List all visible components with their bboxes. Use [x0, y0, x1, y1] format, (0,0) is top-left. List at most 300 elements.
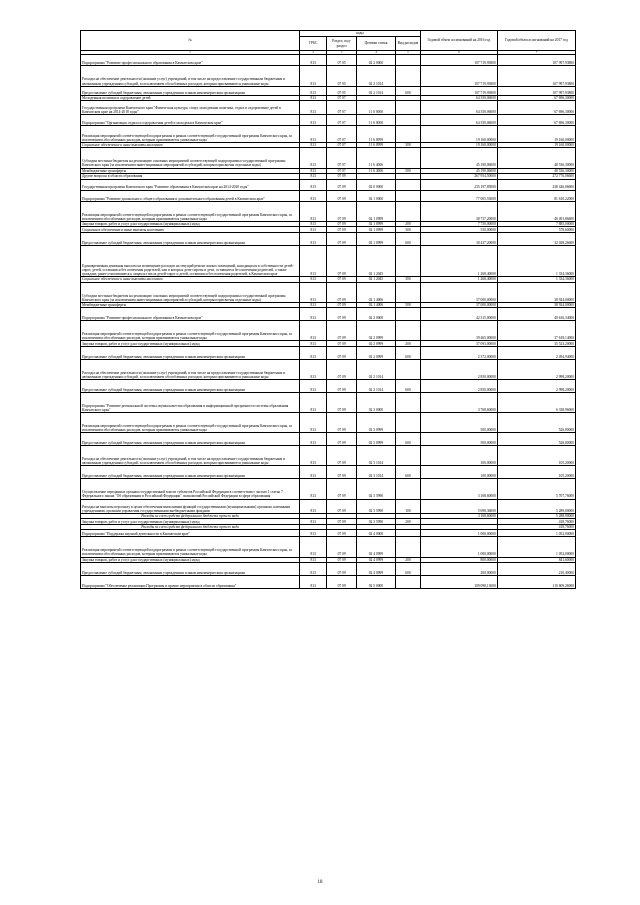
row-name-cell: Предоставление субсидий бюджетным, автономным учреждениям и иным некоммерческим организациям — [81, 563, 300, 576]
row-year-2017-cell: 1 334,36000 — [497, 277, 575, 283]
row-vid-cell: 600 — [395, 466, 420, 479]
row-grbs-cell: 813 — [300, 179, 327, 190]
row-year-2017-cell: 2 494,94000 — [497, 346, 575, 359]
row-vid-cell — [395, 126, 420, 143]
row-vid-cell — [395, 66, 420, 86]
row-year-2016-cell: 39 465,00000 — [420, 321, 497, 341]
row-grbs-cell: 813 — [300, 392, 327, 412]
row-statia-cell: 02 2 1014 — [356, 86, 395, 95]
row-vid-cell: 600 — [395, 433, 420, 446]
row-year-2016-cell: 550,00000 — [420, 227, 497, 233]
row-year-2017-cell: 272 776,06600 — [497, 174, 575, 180]
row-year-2017-cell: 105,20000 — [497, 446, 575, 466]
row-statia-cell: 02 3 0999 — [356, 433, 395, 446]
row-statia-cell: 02 1 2045 — [356, 245, 395, 276]
row-razdel-cell: 07 09 — [327, 201, 357, 221]
row-year-2016-cell: 107 719,93800 — [420, 55, 497, 66]
row-grbs-cell: 813 — [300, 232, 327, 245]
row-razdel-cell: 07 09 — [327, 479, 357, 499]
row-year-2017-cell: 38 924,00000 — [497, 302, 575, 308]
row-statia-cell: 02 3 5990 — [356, 499, 395, 514]
row-name-cell: Закупка товаров, работ и услуг для государственных (муниципальных) нужд — [81, 221, 300, 227]
row-name-cell: Реализация мероприятий соответствующей подпрограммы в рамках соответствующей государственной программы Камчатского края, за исключением обособленных расходов, которым присваиваются уникальные коды — [81, 126, 300, 143]
row-year-2017-cell: 38 924,00000 — [497, 282, 575, 302]
row-name-cell: Реализация мероприятий соответствующей подпрограммы в рамках соответствующей государственной программы Камчатского края, за исключением обособленных расходов, которым присваиваются уникальные коды — [81, 413, 300, 433]
row-grbs-cell: 813 — [300, 302, 327, 308]
row-razdel-cell: 07 09 — [327, 529, 357, 536]
table-row — [81, 201, 576, 221]
row-vid-cell — [395, 359, 420, 379]
table-row — [81, 179, 576, 190]
row-year-2017-cell: 1 334,36000 — [497, 245, 575, 276]
table-row — [81, 86, 576, 95]
col-number: 5 — [395, 51, 420, 55]
row-vid-cell — [395, 321, 420, 341]
row-razdel-cell: 07 09 — [327, 341, 357, 347]
row-year-2017-cell: 5 289,00000 — [497, 499, 575, 514]
row-vid-cell: 200 — [395, 557, 420, 563]
row-statia-cell: 02 5 0000 — [356, 575, 395, 588]
table-row — [81, 115, 576, 126]
row-year-2016-cell: 64 350,06000 — [420, 95, 497, 101]
row-year-2016-cell: 64 350,06000 — [420, 101, 497, 115]
header-codes: коды — [300, 31, 421, 37]
row-name-cell: Субсидии местным бюджетам на реализацию основных мероприятий соответствующей подпрограммы государственной программы Камчатского края (за исключением инвестиционных мероприятий и субсидий, которым присвоены отдельные коды) — [81, 282, 300, 302]
row-statia-cell: 11 0 0000 — [356, 101, 395, 115]
row-name-cell: Подпрограмма "Развитие региональной системы оценки качества образования и информационной прозрачности системы образования Камчатского края" — [81, 392, 300, 412]
row-vid-cell — [395, 529, 420, 536]
row-year-2016-cell: 3 168,60000 — [420, 479, 497, 499]
row-vid-cell: 600 — [395, 380, 420, 393]
row-statia-cell: 02 3 1014 — [356, 466, 395, 479]
row-year-2017-cell: 526,00000 — [497, 413, 575, 433]
table-row — [81, 446, 576, 466]
row-name-cell: Подпрограмма "Организация отдыха и оздоровления детей и молодежи в Камчатском крае" — [81, 115, 300, 126]
row-year-2016-cell: 64 350,06000 — [420, 115, 497, 126]
row-year-2017-cell: 40 616,34000 — [497, 308, 575, 321]
table-row — [81, 466, 576, 479]
row-year-2017-cell: 81 610,22000 — [497, 190, 575, 201]
row-razdel-cell: 07 09 — [327, 392, 357, 412]
row-razdel-cell: 07 07 — [327, 101, 357, 115]
row-razdel-cell: 07 09 — [327, 321, 357, 341]
row-statia-cell: 02 1 0999 — [356, 201, 395, 221]
row-year-2017-cell: 526,00000 — [497, 433, 575, 446]
row-year-2016-cell: 37 000,00000 — [420, 282, 497, 302]
row-year-2016-cell: 500,00000 — [420, 413, 497, 433]
row-statia-cell: 11 6 4006 — [356, 168, 395, 174]
row-razdel-cell: 07 09 — [327, 537, 357, 557]
row-razdel-cell: 07 09 — [327, 227, 357, 233]
row-grbs-cell: 813 — [300, 148, 327, 168]
table-row — [81, 245, 576, 276]
row-statia-cell: 02 1 0999 — [356, 227, 395, 233]
row-year-2017-cell: 107 997,93800 — [497, 66, 575, 86]
row-year-2016-cell: 37 000,00000 — [420, 302, 497, 308]
row-name-cell: Предоставление субсидий бюджетным, автономным учреждениям и иным некоммерческим организациям — [81, 433, 300, 446]
table-row — [81, 499, 576, 514]
table-row — [81, 575, 576, 588]
row-year-2016-cell: 37 093,00000 — [420, 341, 497, 347]
row-statia-cell: 02 2 0000 — [356, 308, 395, 321]
row-year-2017-cell: 578,60000 — [497, 227, 575, 233]
row-name-cell: Реализация мероприятий соответствующей подпрограммы в рамках соответствующей государственной программы Камчатского края, за исключением обособленных расходов, которым присваиваются уникальные коды — [81, 321, 300, 341]
header-grbs: ГРБС — [300, 37, 327, 51]
row-statia-cell: 02 2 0999 — [356, 346, 395, 359]
row-vid-cell: 600 — [395, 232, 420, 245]
row-name-cell: Социальное обеспечение и иные выплаты населению — [81, 227, 300, 233]
row-razdel-cell: 07 09 — [327, 174, 357, 180]
table-row — [81, 321, 576, 341]
row-year-2016-cell: 5 698,36000 — [420, 499, 497, 514]
row-year-2017-cell: 6 338,96000 — [497, 392, 575, 412]
row-year-2016-cell: 200,00000 — [420, 563, 497, 576]
row-grbs-cell: 813 — [300, 380, 327, 393]
row-statia-cell: 02 1 4006 — [356, 302, 395, 308]
table-row — [81, 380, 576, 393]
row-year-2017-cell: 19 160,00000 — [497, 126, 575, 143]
row-grbs-cell: 813 — [300, 308, 327, 321]
row-year-2017-cell: 107 997,93800 — [497, 86, 575, 95]
row-year-2016-cell: 3 768,60000 — [420, 392, 497, 412]
row-name-cell: Социальное обеспечение и иные выплаты населению — [81, 142, 300, 148]
row-razdel-cell: 07 09 — [327, 413, 357, 433]
row-year-2017-cell: 110 609,26000 — [497, 575, 575, 588]
row-vid-cell: 100 — [395, 499, 420, 514]
row-statia-cell: 02 4 0000 — [356, 529, 395, 536]
row-vid-cell: 500 — [395, 168, 420, 174]
row-razdel-cell: 07 07 — [327, 95, 357, 101]
row-year-2016-cell: 3 168,60000 — [420, 514, 497, 519]
row-year-2016-cell: 45 190,06000 — [420, 148, 497, 168]
row-year-2016-cell: 2 850,00000 — [420, 359, 497, 379]
row-year-2016-cell: 500,00000 — [420, 433, 497, 446]
row-razdel-cell: 07 09 — [327, 563, 357, 576]
row-name-cell: Предоставление субсидий бюджетным, автономным учреждениям и иным некоммерческим организациям — [81, 466, 300, 479]
row-statia-cell: 02 3 5990 — [356, 479, 395, 499]
row-year-2016-cell: 19 160,00000 — [420, 142, 497, 148]
row-statia-cell: 02 2 1014 — [356, 380, 395, 393]
table-row — [81, 413, 576, 433]
row-vid-cell — [395, 179, 420, 190]
table-row — [81, 346, 576, 359]
row-vid-cell: 600 — [395, 346, 420, 359]
row-year-2016-cell: 45 190,06000 — [420, 168, 497, 174]
row-statia-cell: 02 2 0000 — [356, 55, 395, 66]
header-year-2016: Годовой объем ассигнований на 2016 год — [420, 31, 497, 51]
row-year-2017-cell: 105,20000 — [497, 466, 575, 479]
row-year-2016-cell: 1 000,00000 — [420, 529, 497, 536]
budget-table — [80, 30, 576, 589]
row-grbs-cell: 813 — [300, 433, 327, 446]
row-grbs-cell: 813 — [300, 66, 327, 86]
row-year-2016-cell: 42 315,00000 — [420, 308, 497, 321]
row-grbs-cell: 813 — [300, 557, 327, 563]
row-razdel-cell: 07 07 — [327, 126, 357, 143]
row-razdel-cell: 07 05 — [327, 66, 357, 86]
row-grbs-cell: 813 — [300, 95, 327, 101]
col-number: 2 — [300, 51, 327, 55]
table-row — [81, 66, 576, 86]
row-year-2016-cell: 2 850,00000 — [420, 380, 497, 393]
row-statia-cell: 02 1 0999 — [356, 232, 395, 245]
row-statia-cell: 02 1 2045 — [356, 277, 395, 283]
row-razdel-cell: 07 05 — [327, 55, 357, 66]
row-razdel-cell: 07 09 — [327, 245, 357, 276]
row-grbs-cell: 813 — [300, 321, 327, 341]
row-name-cell: Подпрограмма "Обеспечение реализации Программы и прочие мероприятия в области образования" — [81, 575, 300, 588]
row-statia-cell: 02 2 1014 — [356, 66, 395, 86]
row-vid-cell — [395, 148, 420, 168]
row-razdel-cell: 07 07 — [327, 148, 357, 168]
header-year-2017: Годовой объем ассигнований на 2017 год — [497, 31, 575, 51]
row-name-cell: Закупка товаров, работ и услуг для государственных (муниципальных) нужд — [81, 557, 300, 563]
row-vid-cell — [395, 479, 420, 499]
row-grbs-cell: 813 — [300, 201, 327, 221]
row-name-cell: Межбюджетные трансферты — [81, 168, 300, 174]
row-statia-cell: 02 2 0999 — [356, 321, 395, 341]
row-statia-cell: 11 6 0999 — [356, 126, 395, 143]
col-number: 6 — [420, 51, 497, 55]
row-year-2017-cell: 1 052,00000 — [497, 537, 575, 557]
row-statia-cell: 11 6 4006 — [356, 148, 395, 168]
row-year-2017-cell: 418,76000 — [497, 519, 575, 525]
row-grbs-cell: 813 — [300, 245, 327, 276]
row-grbs-cell: 813 — [300, 466, 327, 479]
row-year-2017-cell: 37 618,14000 — [497, 321, 575, 341]
row-name-cell: Субсидии местным бюджетам на реализацию основных мероприятий соответствующей подпрограммы государственной программы Камчатского края (за исключением инвестиционных мероприятий и субсидий, которым присвоены отдельные коды) — [81, 148, 300, 168]
table-row — [81, 308, 576, 321]
row-grbs-cell: 813 — [300, 168, 327, 174]
row-year-2016-cell: 1 268,40000 — [420, 277, 497, 283]
header-statia: Целевая статья — [356, 37, 395, 51]
col-number: 7 — [497, 51, 575, 55]
row-year-2016-cell: 235 197,85000 — [420, 179, 497, 190]
row-statia-cell: 02 2 0999 — [356, 341, 395, 347]
row-statia-cell: 02 1 4006 — [356, 282, 395, 302]
row-year-2017-cell: 32 028,26600 — [497, 232, 575, 245]
col-number: 1 — [81, 51, 300, 55]
row-vid-cell — [395, 282, 420, 302]
table-row — [81, 190, 576, 201]
row-grbs-cell: 813 — [300, 55, 327, 66]
table-body — [81, 55, 576, 588]
row-statia-cell: 11 6 0999 — [356, 142, 395, 148]
row-year-2017-cell: 210,40000 — [497, 563, 575, 576]
table-row — [81, 232, 576, 245]
row-statia-cell: 02 4 0999 — [356, 563, 395, 576]
table-row — [81, 479, 576, 499]
row-name-cell: Предоставление субсидий бюджетным, автономным учреждениям и иным некоммерческим организациям — [81, 346, 300, 359]
row-year-2017-cell: 7 885,00000 — [497, 221, 575, 227]
row-vid-cell: 300 — [395, 227, 420, 233]
row-year-2017-cell: 238 426,06600 — [497, 179, 575, 190]
table-row — [81, 282, 576, 302]
row-grbs-cell: 813 — [300, 575, 327, 588]
row-year-2017-cell: 48 536,30000 — [497, 168, 575, 174]
row-name-cell: Предоставление субсидий бюджетным, автономным учреждениям и иным некоммерческим организациям — [81, 86, 300, 95]
row-statia-cell: 02 3 0000 — [356, 392, 395, 412]
page-number: 18 — [317, 880, 323, 885]
row-statia-cell: 02 0 0000 — [356, 179, 395, 190]
table-row — [81, 55, 576, 66]
row-razdel-cell: 07 09 — [327, 232, 357, 245]
row-year-2017-cell: 40 491,86600 — [497, 201, 575, 221]
row-grbs-cell: 813 — [300, 413, 327, 433]
row-year-2016-cell: 2 372,00000 — [420, 346, 497, 359]
row-grbs-cell: 813 — [300, 190, 327, 201]
table-row — [81, 563, 576, 576]
table-row — [81, 537, 576, 557]
table-row — [81, 529, 576, 536]
row-razdel-cell: 07 09 — [327, 308, 357, 321]
row-grbs-cell: 813 — [300, 174, 327, 180]
row-name-cell: Расходы на выплаты персоналу в целях обеспечения выполнения функций государственными (муниципальными) органами, казенными учреждениями, органами управления государственными внебюджетными фондами — [81, 499, 300, 514]
row-razdel-cell: 07 09 — [327, 359, 357, 379]
row-razdel-cell: 07 09 — [327, 221, 357, 227]
row-razdel-cell: 07 09 — [327, 179, 357, 190]
row-year-2016-cell: 38 737,20000 — [420, 201, 497, 221]
row-name-cell: Предоставление субсидий бюджетным, автономным учреждениям и иным некоммерческим организациям — [81, 380, 300, 393]
row-grbs-cell: 813 — [300, 282, 327, 302]
table-row — [81, 148, 576, 168]
row-razdel-cell: 07 09 — [327, 346, 357, 359]
row-grbs-cell: 813 — [300, 346, 327, 359]
row-name-cell: Другие вопросы в области образования — [81, 174, 300, 180]
row-year-2016-cell: 107 719,93800 — [420, 66, 497, 86]
row-razdel-cell: 07 09 — [327, 282, 357, 302]
row-razdel-cell: 07 09 — [327, 499, 357, 514]
row-grbs-cell: 813 — [300, 359, 327, 379]
row-vid-cell — [395, 446, 420, 466]
col-number: 4 — [356, 51, 395, 55]
row-name-cell: Закупка товаров, работ и услуг для государственных (муниципальных) нужд — [81, 519, 300, 525]
row-name-cell: Осуществление переданных органам государственной власти субъектов Российской Федерации в соответствии с частью 1 статьи 7 Федерального закона "Об образовании в Российской Федерации" полномочий Российской Федерации в сфере образования — [81, 479, 300, 499]
row-statia-cell: 02 3 0999 — [356, 413, 395, 433]
row-year-2017-cell: 67 696,30000 — [497, 101, 575, 115]
col-number: 3 — [327, 51, 357, 55]
row-name-cell: Молодежная политика и оздоровление детей — [81, 95, 300, 101]
row-grbs-cell: 813 — [300, 446, 327, 466]
row-name-cell: Расходы на обеспечение деятельности (оказание услуг) учреждений, в том числе на предоставление государственным бюджетным и автономным учреждениям субсидий, за исключением обособленных расходов, которым присваиваются уникальные коды — [81, 359, 300, 379]
row-year-2017-cell: 67 696,30000 — [497, 115, 575, 126]
row-vid-cell: 200 — [395, 341, 420, 347]
row-year-2017-cell: 2 998,20000 — [497, 380, 575, 393]
row-name-cell: Предоставление субсидий бюджетным, автономным учреждениям и иным некоммерческим организациям — [81, 232, 300, 245]
table-header — [81, 31, 576, 55]
row-vid-cell — [395, 413, 420, 433]
row-grbs-cell: 813 — [300, 115, 327, 126]
row-grbs-cell: 813 — [300, 221, 327, 227]
row-grbs-cell: 813 — [300, 537, 327, 557]
row-year-2016-cell: 267 954,50000 — [420, 174, 497, 180]
row-year-2017-cell: 19 160,00000 — [497, 142, 575, 148]
row-year-2017-cell: 841,60000 — [497, 557, 575, 563]
row-year-2017-cell: 48 536,30000 — [497, 148, 575, 168]
row-vid-cell: 200 — [395, 221, 420, 227]
row-grbs-cell: 813 — [300, 479, 327, 499]
row-year-2016-cell: 800,00000 — [420, 557, 497, 563]
row-razdel-cell: 07 09 — [327, 466, 357, 479]
row-vid-cell: 600 — [395, 563, 420, 576]
row-name-cell: Государственная программа Камчатского края "Развитие образования в Камчатском крае на 2014-2020 годы" — [81, 179, 300, 190]
row-year-2017-cell: 5 288,90000 — [497, 514, 575, 519]
row-year-2017-cell: 35 523,20000 — [497, 341, 575, 347]
row-name-cell: Расходы на обеспечение деятельности (оказание услуг) учреждений, в том числе на предоставление государственным бюджетным и автономным учреждениям субсидий, за исключением обособленных расходов, которым присваиваются уникальные коды — [81, 446, 300, 466]
row-statia-cell: 02 1 0999 — [356, 221, 395, 227]
row-grbs-cell: 813 — [300, 519, 327, 525]
row-statia-cell: 02 2 1014 — [356, 359, 395, 379]
row-year-2016-cell: 30 437,20000 — [420, 232, 497, 245]
row-name-cell: Государственная программа Камчатского края "Физическая культура, спорт, молодежная политика, отдых и оздоровление детей в Камчатском крае на 2014-2018 годы" — [81, 101, 300, 115]
row-grbs-cell: 813 — [300, 563, 327, 576]
table-row — [81, 101, 576, 115]
row-razdel-cell: 07 09 — [327, 277, 357, 283]
row-year-2017-cell: 418,76000 — [497, 524, 575, 529]
row-name-cell: Межбюджетные трансферты — [81, 302, 300, 308]
row-razdel-cell: 07 07 — [327, 168, 357, 174]
row-vid-cell — [395, 101, 420, 115]
row-year-2017-cell: 67 696,30000 — [497, 95, 575, 101]
row-statia-cell: 02 1 0000 — [356, 190, 395, 201]
table-row — [81, 433, 576, 446]
row-vid-cell — [395, 190, 420, 201]
table-row — [81, 359, 576, 379]
row-razdel-cell: 07 09 — [327, 575, 357, 588]
row-grbs-cell: 813 — [300, 499, 327, 514]
row-grbs-cell: 813 — [300, 86, 327, 95]
row-vid-cell — [395, 575, 420, 588]
row-razdel-cell: 07 09 — [327, 302, 357, 308]
row-razdel-cell: 07 09 — [327, 519, 357, 525]
header-no: № — [81, 31, 300, 51]
row-year-2016-cell: 107 719,93800 — [420, 86, 497, 95]
row-name-cell: Расходы за счет средств федерального бюджета прочего вида — [81, 514, 300, 519]
row-grbs-cell: 813 — [300, 142, 327, 148]
row-year-2016-cell: 19 160,00000 — [420, 126, 497, 143]
row-vid-cell — [395, 115, 420, 126]
row-statia-cell: 02 3 1014 — [356, 446, 395, 466]
row-razdel-cell: 07 09 — [327, 190, 357, 201]
row-year-2016-cell: 100,00000 — [420, 466, 497, 479]
row-name-cell: Подпрограмма "Развитие дошкольного, общего образования и дополнительного образования детей в Камчатском крае" — [81, 190, 300, 201]
row-name-cell: Подпрограмма "Поддержка научной деятельности в Камчатском крае" — [81, 529, 300, 536]
row-vid-cell: 300 — [395, 277, 420, 283]
row-vid-cell — [395, 201, 420, 221]
row-vid-cell — [395, 308, 420, 321]
table-row — [81, 126, 576, 143]
row-year-2016-cell: 77 005,53000 — [420, 190, 497, 201]
row-statia-cell: 02 4 0999 — [356, 557, 395, 563]
row-year-2016-cell: 1 268,40000 — [420, 245, 497, 276]
row-grbs-cell: 813 — [300, 126, 327, 143]
header-vid: Вид расходов — [395, 37, 420, 51]
row-year-2017-cell: 2 998,20000 — [497, 359, 575, 379]
row-name-cell: Реализация мероприятий соответствующей подпрограммы в рамках соответствующей государственной программы Камчатского края, за исключением обособленных расходов, которым присваиваются уникальные коды — [81, 201, 300, 221]
row-year-2016-cell: 100,00000 — [420, 446, 497, 466]
row-vid-cell — [395, 392, 420, 412]
row-grbs-cell: 813 — [300, 277, 327, 283]
row-year-2017-cell: 107 997,93800 — [497, 55, 575, 66]
row-name-cell: Подпрограмма "Развитие профессионального образования в Камчатском крае" — [81, 308, 300, 321]
row-name-cell: Расходы за счет средств федерального бюджета прочего вида — [81, 524, 300, 529]
row-razdel-cell: 07 07 — [327, 142, 357, 148]
row-vid-cell: 600 — [395, 86, 420, 95]
row-vid-cell: 500 — [395, 302, 420, 308]
row-statia-cell: 02 3 5990 — [356, 519, 395, 525]
row-year-2017-cell: 5 707,76000 — [497, 479, 575, 499]
row-name-cell: Единовременная денежная выплата на возмещение расходов на текущий ремонт жилых помещений, находящихся в собственности детей-сирот, детей, оставшихся без попечения родителей, или в которых дети-сироты и дети, оставшиеся без попечения родителей, а также граждане, ранее относившиеся к лицам из числа детей-сирот и детей, оставшихся без попечения родителей, в Камчатском крае — [81, 245, 300, 276]
